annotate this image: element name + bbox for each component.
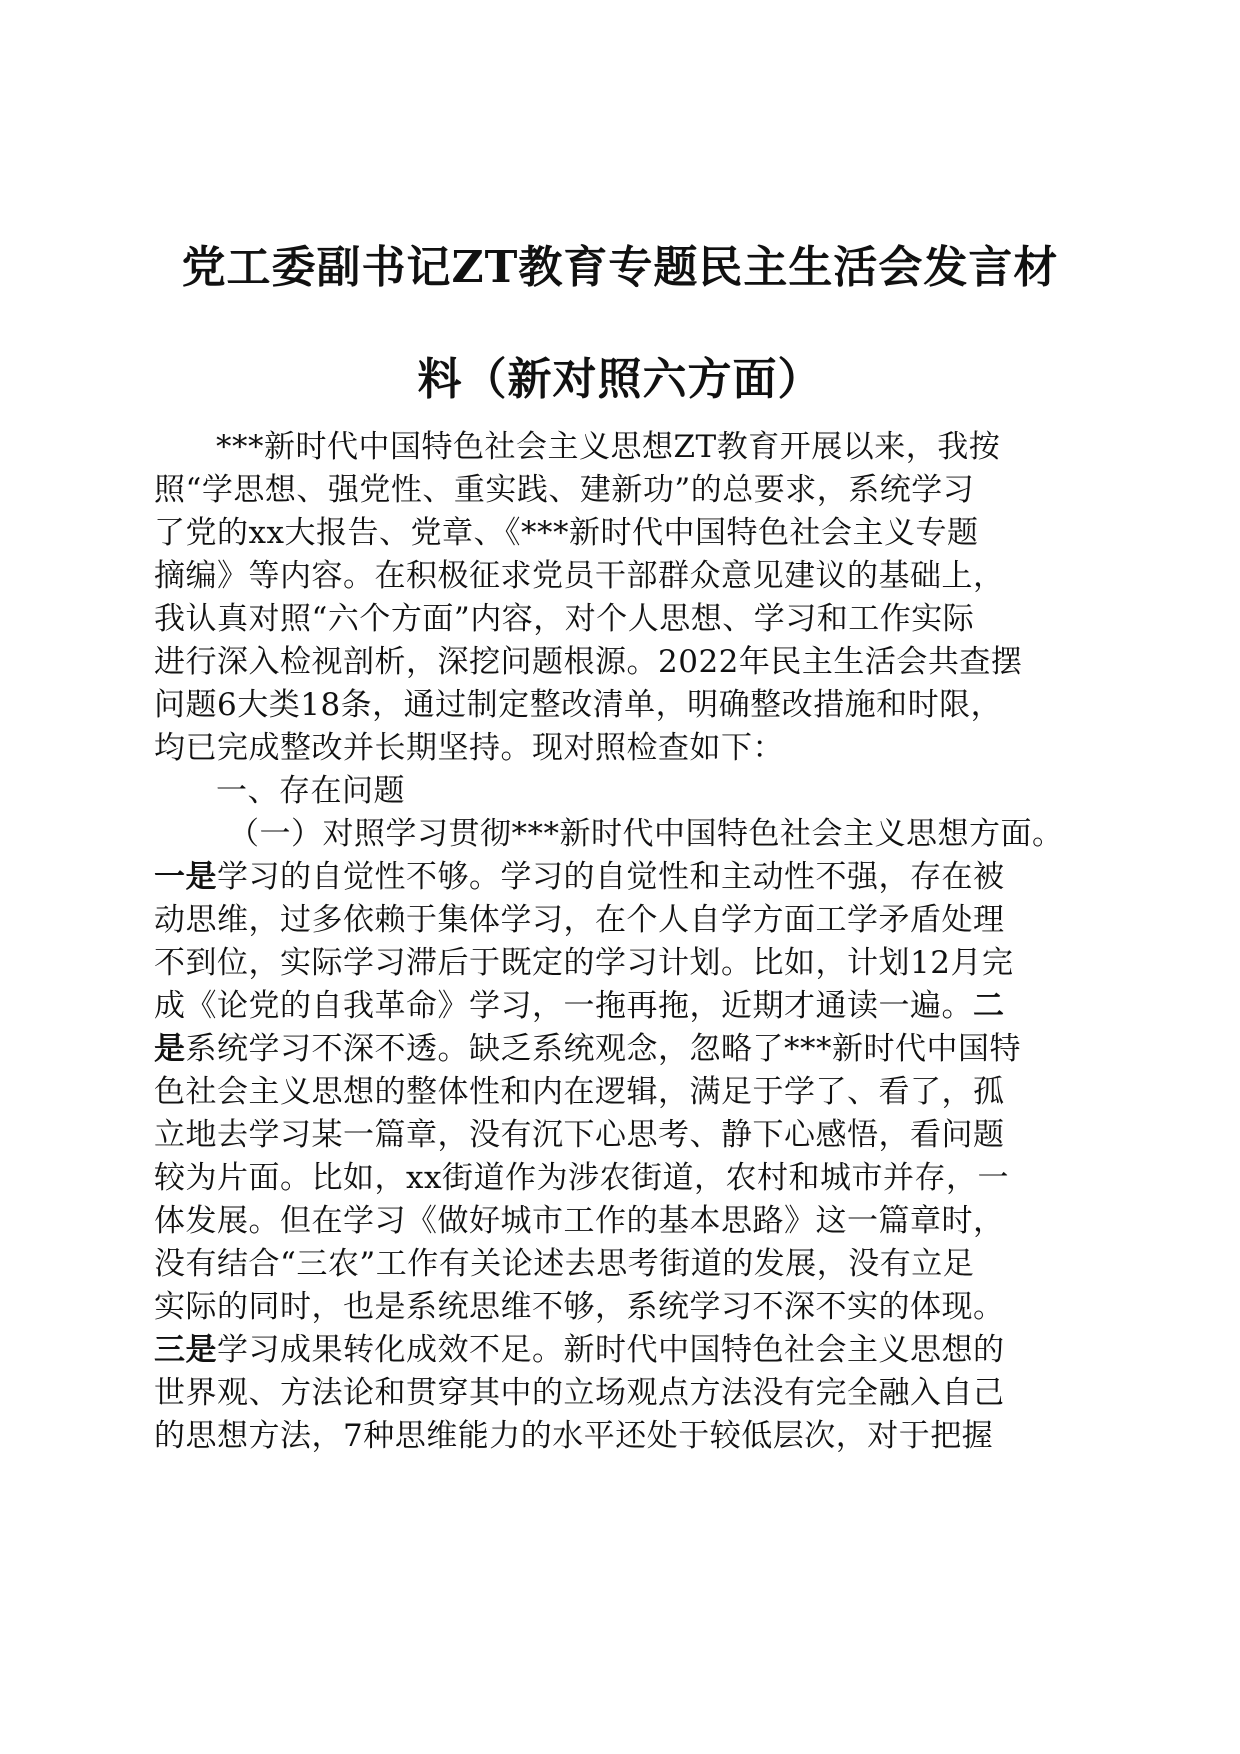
intro-line: 摘编》等内容。在积极征求党员干部群众意见建议的基础上，	[154, 558, 1005, 594]
para-line: 一是学习的自觉性不够。学习的自觉性和主动性不强，存在被	[154, 859, 1005, 895]
para-line: 不到位，实际学习滞后于既定的学习计划。比如，计划12月完	[154, 945, 1014, 981]
section-heading: 一、存在问题	[216, 773, 405, 809]
para-line: 世界观、方法论和贯穿其中的立场观点方法没有完全融入自己	[154, 1375, 1005, 1411]
intro-line: 照“学思想、强党性、重实践、建新功”的总要求，系统学习	[154, 472, 975, 508]
bold-marker: 二	[973, 988, 1005, 1024]
para-line: 动思维，过多依赖于集体学习，在个人自学方面工学矛盾处理	[154, 902, 1005, 938]
para-line: 成《论党的自我革命》学习，一拖再拖，近期才通读一遍。二	[154, 988, 1005, 1024]
intro-line: 进行深入检视剖析，深挖问题根源。2022年民主生活会共查摆	[154, 644, 1023, 680]
para-line: 体发展。但在学习《做好城市工作的基本思路》这一篇章时，	[154, 1203, 1005, 1239]
intro-line: 我认真对照“六个方面”内容，对个人思想、学习和工作实际	[154, 601, 975, 637]
para-line: 三是学习成果转化成效不足。新时代中国特色社会主义思想的	[154, 1332, 1005, 1368]
document-title-line-1: 党工委副书记ZT教育专题民主生活会发言材	[181, 242, 1059, 293]
document-body	[154, 426, 1094, 1458]
para-line: 实际的同时，也是系统思维不够，系统学习不深不实的体现。	[154, 1289, 1005, 1325]
intro-line: 均已完成整改并长期坚持。现对照检查如下：	[154, 730, 784, 766]
para-line: 的思想方法，7种思维能力的水平还处于较低层次，对于把握	[154, 1418, 994, 1454]
subsection-heading: （一）对照学习贯彻***新时代中国特色社会主义思想方面。	[228, 816, 1064, 852]
intro-line: 问题6大类18条，通过制定整改清单，明确整改措施和时限，	[154, 687, 1003, 723]
bold-marker: 三是	[154, 1332, 217, 1368]
para-line: 色社会主义思想的整体性和内在逻辑，满足于学了、看了，孤	[154, 1074, 1005, 1110]
bold-marker: 是	[154, 1031, 186, 1067]
para-line: 是系统学习不深不透。缺乏系统观念，忽略了***新时代中国特	[154, 1031, 1021, 1067]
document-title-line-2: 料（新对照六方面）	[417, 354, 823, 405]
bold-marker: 一是	[154, 859, 217, 895]
intro-line: ***新时代中国特色社会主义思想ZT教育开展以来，我按	[216, 429, 1001, 465]
para-line: 没有结合“三农”工作有关论述去思考街道的发展，没有立足	[154, 1246, 975, 1282]
para-line: 立地去学习某一篇章，没有沉下心思考、静下心感悟，看问题	[154, 1117, 1005, 1153]
intro-line: 了党的xx大报告、党章、《***新时代中国特色社会主义专题	[154, 515, 979, 551]
para-line: 较为片面。比如，xx街道作为涉农街道，农村和城市并存，一	[154, 1160, 1009, 1196]
